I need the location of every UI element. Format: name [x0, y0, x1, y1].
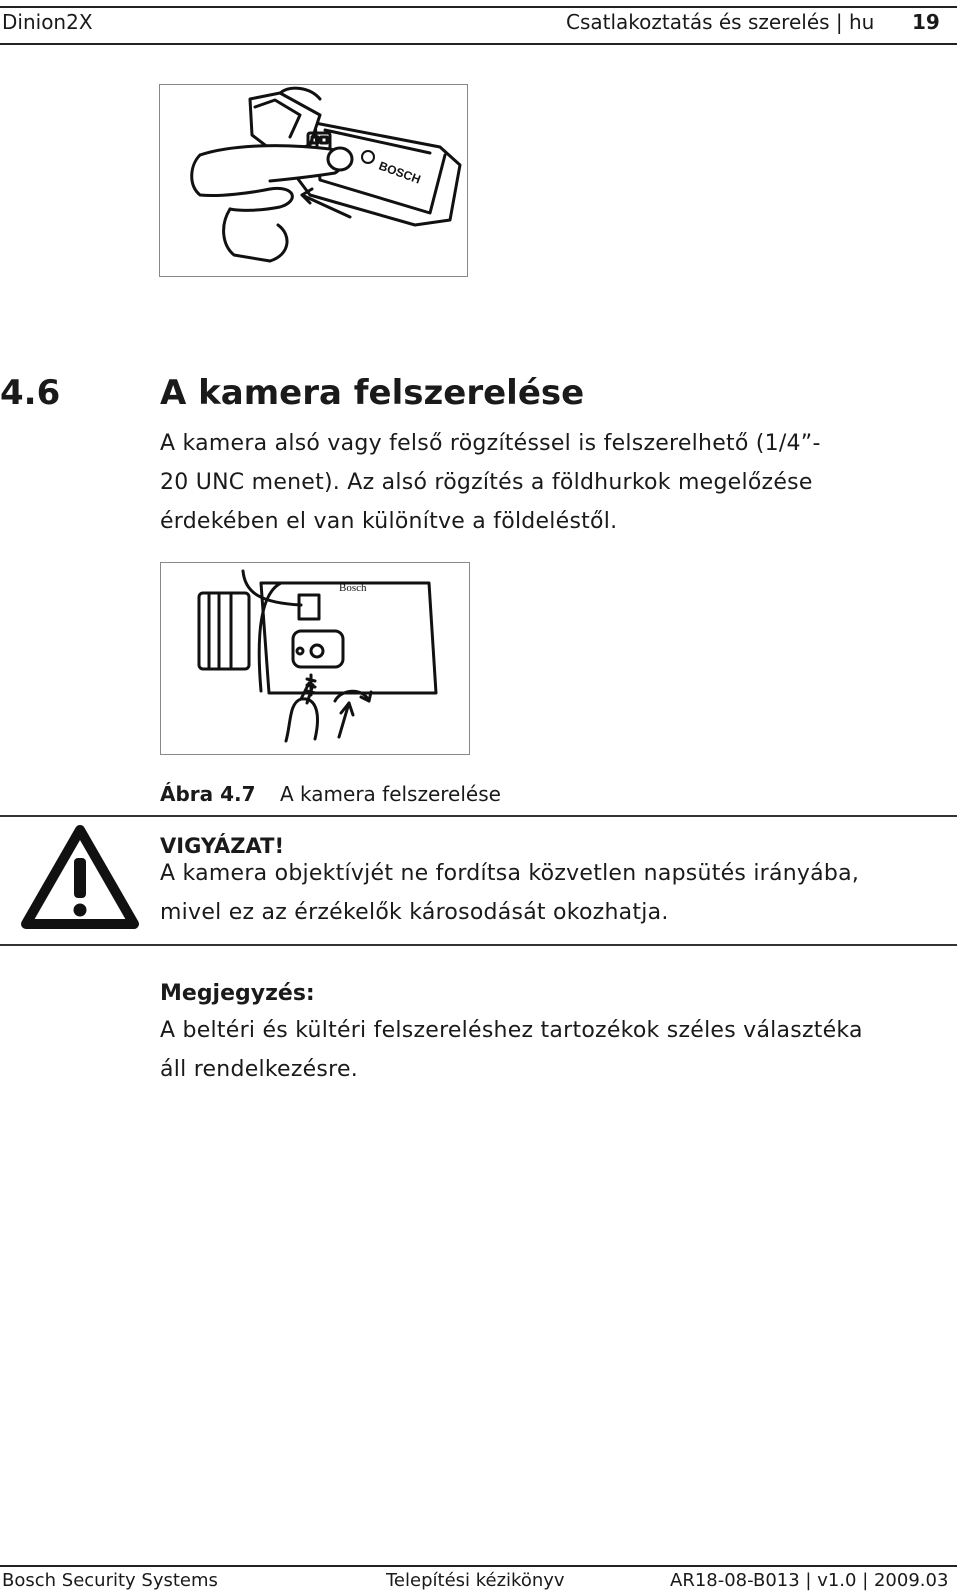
- figure-caption-text: A kamera felszerelése: [280, 782, 501, 806]
- warning-text-line: A kamera objektívjét ne fordítsa közvetlen napsütés irányába,: [160, 861, 860, 886]
- figure-caption-label: Ábra 4.7: [160, 782, 256, 806]
- note-text-line: áll rendelkezésre.: [160, 1057, 358, 1082]
- header-chapter: Csatlakoztatás és szerelés | hu: [566, 10, 875, 34]
- warning-text-line: mivel ez az érzékelők károsodását okozhatja.: [160, 900, 669, 925]
- note-text-line: A beltéri és kültéri felszereléshez tartozékok széles választéka: [160, 1018, 863, 1043]
- warning-bottom-rule: [0, 944, 957, 946]
- footer-document-title: Telepítési kézikönyv: [386, 1570, 565, 1591]
- footer-company: Bosch Security Systems: [2, 1570, 218, 1591]
- figure-caption: [160, 782, 501, 806]
- camera-brand-label: BOSCH: [376, 158, 423, 187]
- camera-cover-illustration: [160, 85, 467, 276]
- warning-title: VIGYÁZAT!: [160, 834, 285, 858]
- note-title: Megjegyzés:: [160, 981, 315, 1006]
- section-body-line: A kamera alsó vagy felső rögzítéssel is felszerelhető (1/4”-: [160, 431, 821, 456]
- section-number: 4.6: [0, 373, 61, 413]
- header-page-number: 19: [912, 10, 940, 34]
- camera-mount-illustration: [161, 563, 469, 754]
- camera-brand-label: Bosch: [339, 582, 367, 594]
- camera-mount-figure: [160, 562, 470, 755]
- section-title: A kamera felszerelése: [160, 373, 585, 413]
- header-product-name: Dinion2X: [2, 10, 93, 34]
- warning-top-rule: [0, 815, 957, 817]
- footer-rule: [0, 1565, 957, 1567]
- section-body-line: érdekében el van különítve a földeléstől.: [160, 509, 618, 534]
- camera-cover-figure: [159, 84, 468, 277]
- warning-triangle-icon: [20, 824, 140, 930]
- header-top-rule: [0, 6, 957, 8]
- section-body-line: 20 UNC menet). Az alsó rögzítés a földhurkok megelőzése: [160, 470, 813, 495]
- header-bottom-rule: [0, 43, 957, 45]
- footer-document-id: AR18-08-B013 | v1.0 | 2009.03: [670, 1570, 949, 1591]
